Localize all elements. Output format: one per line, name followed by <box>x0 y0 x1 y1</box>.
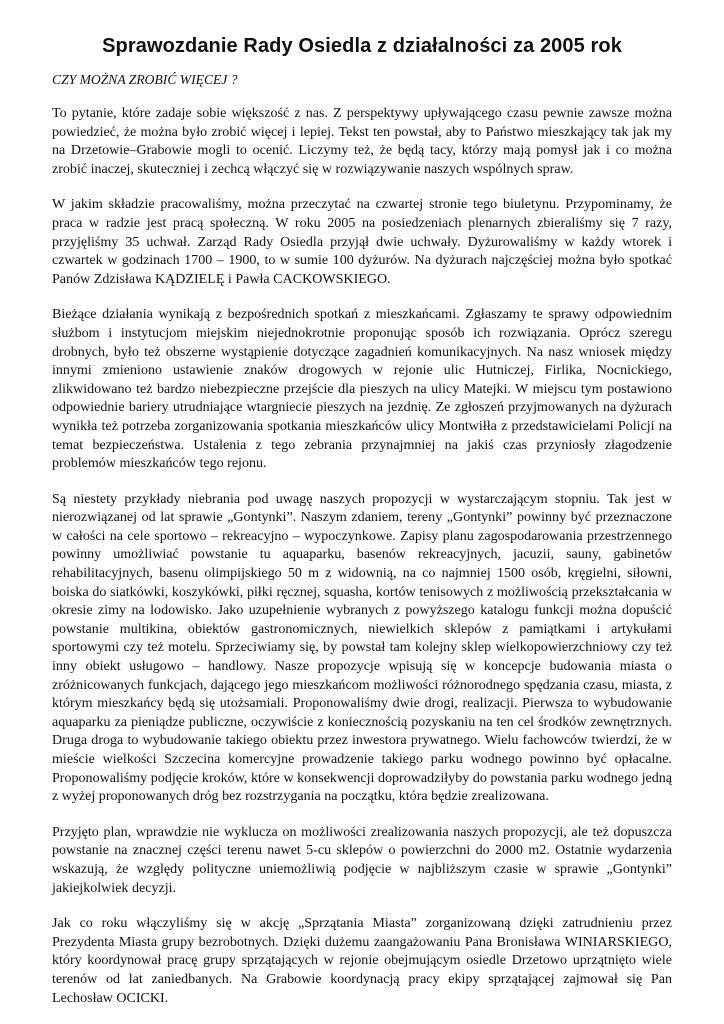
paragraph-plan-adopted: Przyjęto plan, wprawdzie nie wyklucza on możliwości zrealizowania naszych propozycji, ale też dopuszcza powstanie na znacznej części terenu nawet 5-cu sklepów o powierzchni do 2000 m2. Ostatnie wydarzenia wskazują, że względy polityczne uniemożliwią podjęcie w najbliższym czasie w sprawie „Gontynki” jakiejkolwiek decyzji. <box>52 823 672 896</box>
paragraph-city-cleanup: Jak co roku włączyliśmy się w akcję „Sprzątania Miasta” zorganizowaną dzięki zatrudnieniu przez Prezydenta Miasta grupy bezrobotnych. Dzięki dużemu zaangażowaniu Pana Bronisława WINIARSKIEGO, który koordynował pracę grupy sprzątających w rejonie obejmującym osiedle Drzetowo uprzątnięto wiele terenów od lat zaniedbanych. Na Grabowie koordynacją pracy ekipy sprzątającej zajmował się Pan Lechosław OCICKI. <box>52 915 672 1006</box>
paragraph-gontynka: Są niestety przykłady niebrania pod uwagę naszych propozycji w wystarczającym stopniu. Tak jest w nierozwiązanej od lat sprawie „Gontynki”. Naszym zdaniem, tereny „Gontynki” powinny być przeznaczone w całości na cele sportowo – rekreacyjno – wypoczynkowe. Zapisy planu zagospodarowania przestrzennego powinny umożliwiać powstanie tu aquaparku, basenów rekreacyjnych, jacuzii, sauny, gabinetów rehabilitacyjnych, basenu olimpijskiego 50 m z widownią, na co najmniej 1500 osób, kręgielni, siłowni, boiska do siatkówki, koszykówki, piłki ręcznej, squasha, kortów tenisowych z możliwością przekształcania w okresie zimy na lodowisko. Jako uzupełnienie wybranych z powyższego katalogu funkcji można dopuścić powstanie multikina, obiektów gastronomicznych, niewielkich sklepów z pamiątkami i artykułami sportowymi czy też motelu. Sprzeciwiamy się, by powstał tam kolejny sklep wielkopowierzchniowy czy też inny obiekt usługowo – handlowy. Nasze propozycje wpisują się w koncepcje budowania miasta o zróżnicowanych funkcjach, dającego jego mieszkańcom możliwości różnorodnego spędzania czasu, miasta, z którym mieszkańcy będą się utożsamiali. Proponowaliśmy dwie drogi, realizacji. Pierwsza to wybudowanie aquaparku za pieniądze publiczne, oczywiście z koniecznością pozyskaniu na ten cel środków zewnętrznych. Druga droga to wybudowanie takiego obiektu przez inwestora prywatnego. Wielu fachowców twierdzi, że w mieście wielkości Szczecina komercyjne prowadzenie takiego parku wodnego powinno być opłacalne. Proponowaliśmy podjęcie kroków, które w konsekwencji doprowadziłyby do powstania parku wodnego jedną z wyżej proponowanych dróg bez rozstrzygania na początku, która będzie zrealizowana. <box>52 490 672 805</box>
section-heading: CZY MOŻNA ZROBIĆ WIĘCEJ ? <box>52 72 238 87</box>
paragraph-current-activities: Bieżące działania wynikają z bezpośrednich spotkań z mieszkańcami. Zgłaszamy te sprawy odpowiednim służbom i instytucjom miejskim niejednokrotnie proponując sposób ich rozwiązania. Oprócz szeregu drobnych, było też obszerne wystąpienie dotyczące zagadnień komunikacyjnych. Na nasz wniosek między innymi zmieniono ustawienie znaków drogowych w rejonie ulic Hutniczej, Firlika, Nocnickiego, zlikwidowano też bardzo niebezpieczne przejście dla pieszych na ulicy Matejki. W miejscu tym postawiono odpowiednie bariery utrudniające wtargniecie pieszych na jezdnię. Ze zgłoszeń przyjmowanych na dyżurach wynikła też potrzeba zorganizowania spotkania mieszkańców ulicy Montwiłła z przedstawicielami Policji na temat bezpieczeństwa. Ustalenia z tego zebrania przynajmniej na jakiś czas przyniosły złagodzenie problemów mieszkańców tego rejonu. <box>52 306 672 472</box>
paragraph-intro: To pytanie, które zadaje sobie większość z nas. Z perspektywy upływającego czasu pewnie zawsze można powiedzieć, że można było zrobić więcej i lepiej. Tekst ten powstał, aby to Państwo mieszkający tak jak my na Drzetowie–Grabowie mogli to ocenić. Liczymy też, że będą tacy, którzy mają pomysł jak i co można zrobić inaczej, skuteczniej i zechcą włączyć się w rozwiązywanie naszych wspólnych spraw. <box>52 105 672 177</box>
page-title: Sprawozdanie Rady Osiedla z działalności za 2005 rok <box>102 35 622 57</box>
paragraph-composition: W jakim składzie pracowaliśmy, można przeczytać na czwartej stronie tego biuletynu. Przypominamy, że praca w radzie jest pracą społeczną. W roku 2005 na posiedzeniach plenarnych zbieraliśmy się 7 razy, przyjęliśmy 35 uchwał. Zarząd Rady Osiedla przyjął dwie uchwały. Dyżurowaliśmy w każdy wtorek i czwartek w godzinach 1700 – 1900, to w sumie 100 dyżurów. Na dyżurach najczęściej można było spotkać Panów Zdzisława KĄDZIELĘ i Pawła CACKOWSKIEGO. <box>52 196 672 287</box>
